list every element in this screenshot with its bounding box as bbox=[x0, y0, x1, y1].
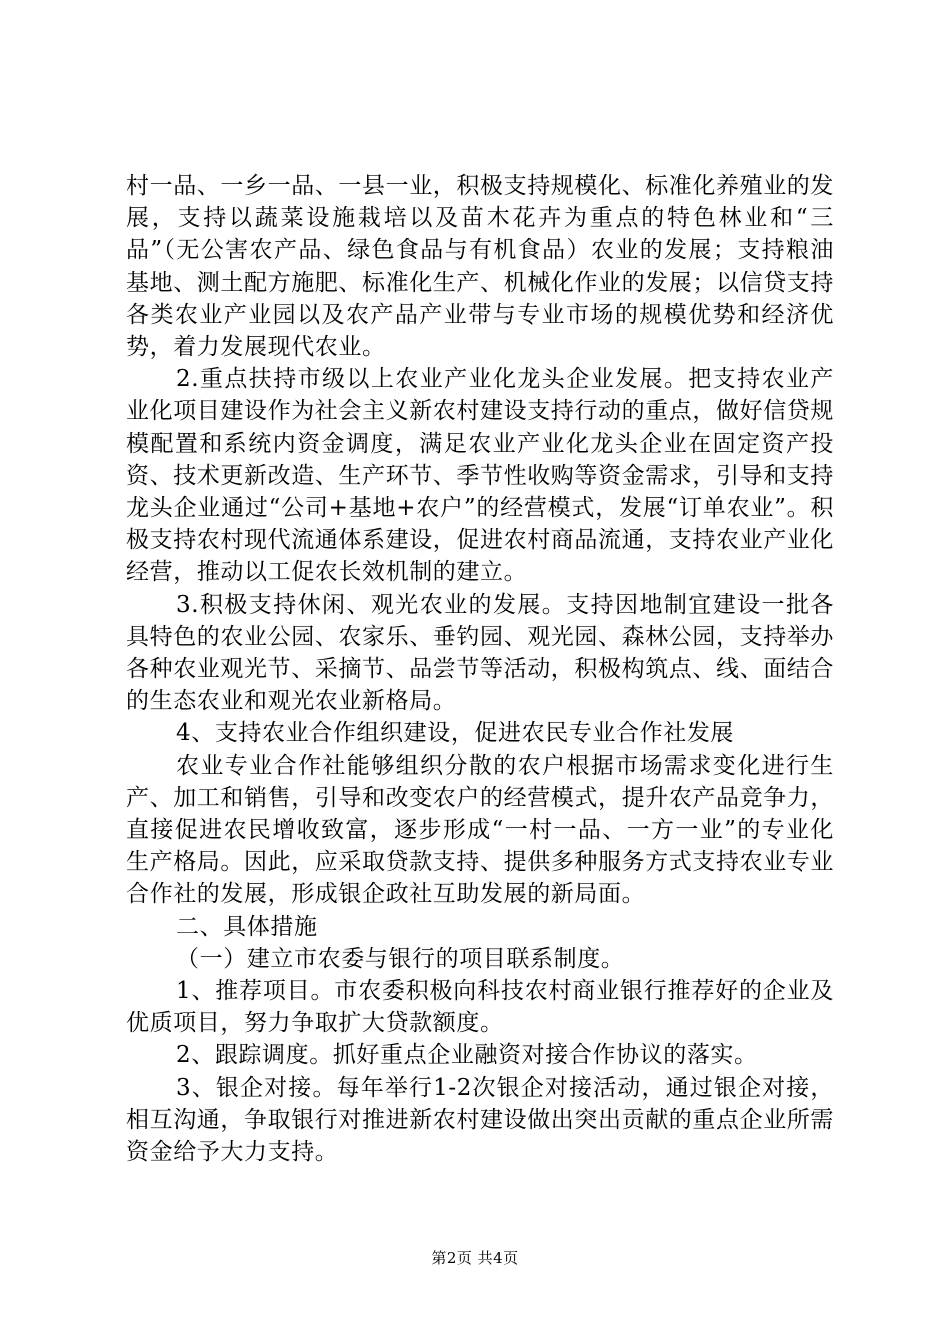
subsection-heading-1: （一）建立市农委与银行的项目联系制度。 bbox=[176, 945, 625, 972]
paragraph-item-2: 2.重点扶持市级以上农业产业化龙头企业发展。把支持农业产业化项目建设作为社会主义新农村建设支持行动的重点，做好信贷规模配置和系统内资金调度，满足农业产业化龙头企业在固定资产投资、技术更新改造、生产环节、季节性收购等资金需求，引导和支持龙头企业通过“公司+基地+农户”的经营模式，发展“订单农业”。积极支持农村现代流通体系建设，促进农村商品流通，支持农业产业化经营，推动以工促农长效机制的建立。 bbox=[126, 366, 834, 586]
document-body bbox=[126, 170, 834, 1168]
measure-tracking: 2、跟踪调度。抓好重点企业融资对接合作协议的落实。 bbox=[176, 1042, 758, 1069]
paragraph-cooperatives: 农业专业合作社能够组织分散的农户根据市场需求变化进行生产、加工和销售，引导和改变农户的经营模式，提升农产品竞争力，直接促进农民增收致富，逐步形成“一村一品、一方一业”的专业化生产格局。因此，应采取贷款支持、提供多种服务方式支持农业专业合作社的发展，形成银企政社互助发展的新局面。 bbox=[126, 752, 834, 908]
measure-bank-enterprise: 3、银企对接。每年举行1-2次银企对接活动，通过银企对接，相互沟通，争取银行对推进新农村建设做出突出贡献的重点企业所需资金给予大力支持。 bbox=[126, 1074, 834, 1166]
paragraph-item-3: 3.积极支持休闲、观光农业的发展。支持因地制宜建设一批各具特色的农业公园、农家乐、垂钓园、观光园、森林公园，支持举办各种农业观光节、采摘节、品尝节等活动，积极构筑点、线、面结合的生态农业和观光农业新格局。 bbox=[126, 591, 834, 715]
paragraph-item-4-heading: 4、支持农业合作组织建设，促进农民专业合作社发展 bbox=[176, 720, 735, 747]
paragraph-continuation: 村一品、一乡一品、一县一业，积极支持规模化、标准化养殖业的发展，支持以蔬菜设施栽培以及苗木花卉为重点的特色林业和“三品”（无公害农产品、绿色食品与有机食品）农业的发展；支持粮油基地、测土配方施肥、标准化生产、机械化作业的发展；以信贷支持各类农业产业园以及农产品产业带与专业市场的规模优势和经济优势，着力发展现代农业。 bbox=[126, 173, 834, 361]
section-heading-measures: 二、具体措施 bbox=[176, 913, 318, 940]
measure-recommend-projects: 1、推荐项目。市农委积极向科技农村商业银行推荐好的企业及优质项目，努力争取扩大贷款额度。 bbox=[126, 978, 834, 1037]
page-number-footer: 第2页 共4页 bbox=[431, 1249, 519, 1267]
